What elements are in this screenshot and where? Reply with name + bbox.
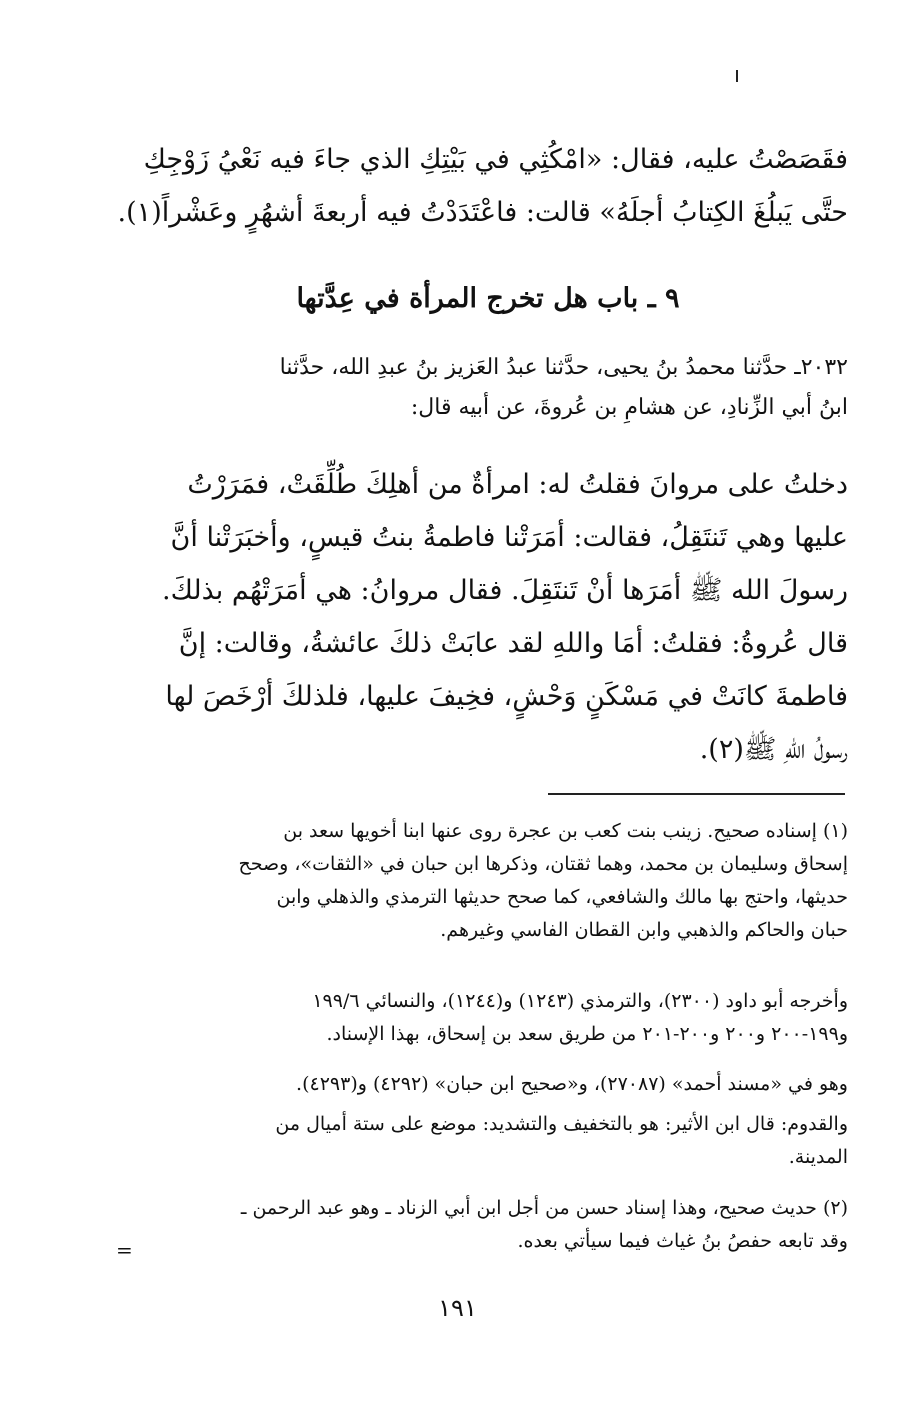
hadith-text bbox=[128, 458, 848, 776]
footnote-line: حديثها، واحتج بها مالك والشافعي، كما صحح حديثها الترمذي والذهلي وابن bbox=[276, 886, 848, 908]
hadith-isnad bbox=[128, 348, 848, 428]
text-line: ٢٠٣٢ـ حدَّثنا محمدُ بنُ يحيى، حدَّثنا عبدُ العَزيز بنُ عبدِ الله، حدَّثنا bbox=[279, 355, 848, 380]
footnote-line: المدينة. bbox=[788, 1146, 848, 1168]
footnote-line: و١٩٩-٢٠٠ و٢٠٠ و٢٠٠-٢٠١ من طريق سعد بن إسحاق، بهذا الإسناد. bbox=[326, 1023, 848, 1045]
text-line: رسولَ الله ﷺ أمَرَها أنْ تَنتَقِلَ. فقال مروانُ: هي أمَرَتْهُم بذلكَ. bbox=[162, 575, 848, 606]
footnote-separator bbox=[548, 793, 845, 795]
footnote-1 bbox=[128, 815, 848, 947]
footnote-line: حبان والحاكم والذهبي وابن القطان الفاسي وغيرهم. bbox=[440, 919, 848, 941]
footnote-line: إسحاق وسليمان بن محمد، وهما ثقتان، وذكرها ابن حبان في «الثقات»، وصحح bbox=[238, 853, 848, 875]
footnote-line: وأخرجه أبو داود (٢٣٠٠)، والترمذي (١٢٤٣) و(١٢٤٤)، والنسائي ١٩٩/٦ bbox=[312, 990, 848, 1012]
text-line: قال عُروةُ: فقلتُ: أمَا واللهِ لقد عابَتْ ذلكَ عائشةُ، وقالت: إنَّ bbox=[178, 628, 848, 659]
footnote-line: وقد تابعه حفصُ بنُ غياث فيما سيأتي بعده. bbox=[517, 1230, 848, 1252]
text-line: دخلتُ على مروانَ فقلتُ له: امرأةٌ من أهلِكَ طُلِّقَتْ، فمَرَرْتُ bbox=[187, 469, 848, 500]
footnote-1-qadum bbox=[128, 1108, 848, 1174]
text-line: حتَّى يَبلُغَ الكِتابُ أجلَهُ» قالت: فاعْتَدَدْتُ فيه أربعةَ أشهُرٍ وعَشْراً(١). bbox=[117, 197, 848, 228]
chapter-heading: ٩ ـ باب هل تخرج المرأة في عِدَّتها bbox=[296, 283, 680, 314]
page-mark bbox=[736, 70, 738, 82]
footnote-line: (١) إسناده صحيح. زينب بنت كعب بن عجرة روى عنها ابنا أخويها سعد بن bbox=[283, 820, 848, 842]
footnote-line: وهو في «مسند أحمد» (٢٧٠٨٧)، و«صحيح ابن حبان» (٤٢٩٢) و(٤٢٩٣). bbox=[296, 1073, 848, 1095]
text-line: رسولُ اللهِ ﷺ(٢). bbox=[699, 734, 848, 765]
text-line: عليها وهي تَنتَقِلُ، فقالت: أمَرَتْنا فاطمةُ بنتُ قيسٍ، وأخبَرَتْنا أنَّ bbox=[170, 522, 848, 553]
text-line: فقَصَصْتُ عليه، فقال: «امْكُثِي في بَيْتِكِ الذي جاءَ فيه نَعْيُ زَوْجِكِ bbox=[143, 144, 848, 175]
page-number: ١٩١ bbox=[438, 1294, 477, 1322]
continuation-mark: = bbox=[116, 1238, 133, 1262]
footnote-line: والقدوم: قال ابن الأثير: هو بالتخفيف والتشديد: موضع على ستة أميال من bbox=[275, 1113, 848, 1135]
text-line: ابنُ أبي الزِّنادِ، عن هشامِ بن عُروةَ، عن أبيه قال: bbox=[410, 395, 848, 420]
footnote-1-takhrij bbox=[128, 985, 848, 1051]
top-paragraph bbox=[117, 133, 848, 239]
text-line: فاطمةَ كانَتْ في مَسْكَنٍ وَحْشٍ، فخِيفَ عليها، فلذلكَ أرْخَصَ لها bbox=[165, 681, 848, 712]
footnote-2 bbox=[128, 1192, 848, 1258]
footnote-1-musnad bbox=[128, 1068, 848, 1101]
footnote-line: (٢) حديث صحيح، وهذا إسناد حسن من أجل ابن أبي الزناد ـ وهو عبد الرحمن ـ bbox=[240, 1197, 848, 1219]
